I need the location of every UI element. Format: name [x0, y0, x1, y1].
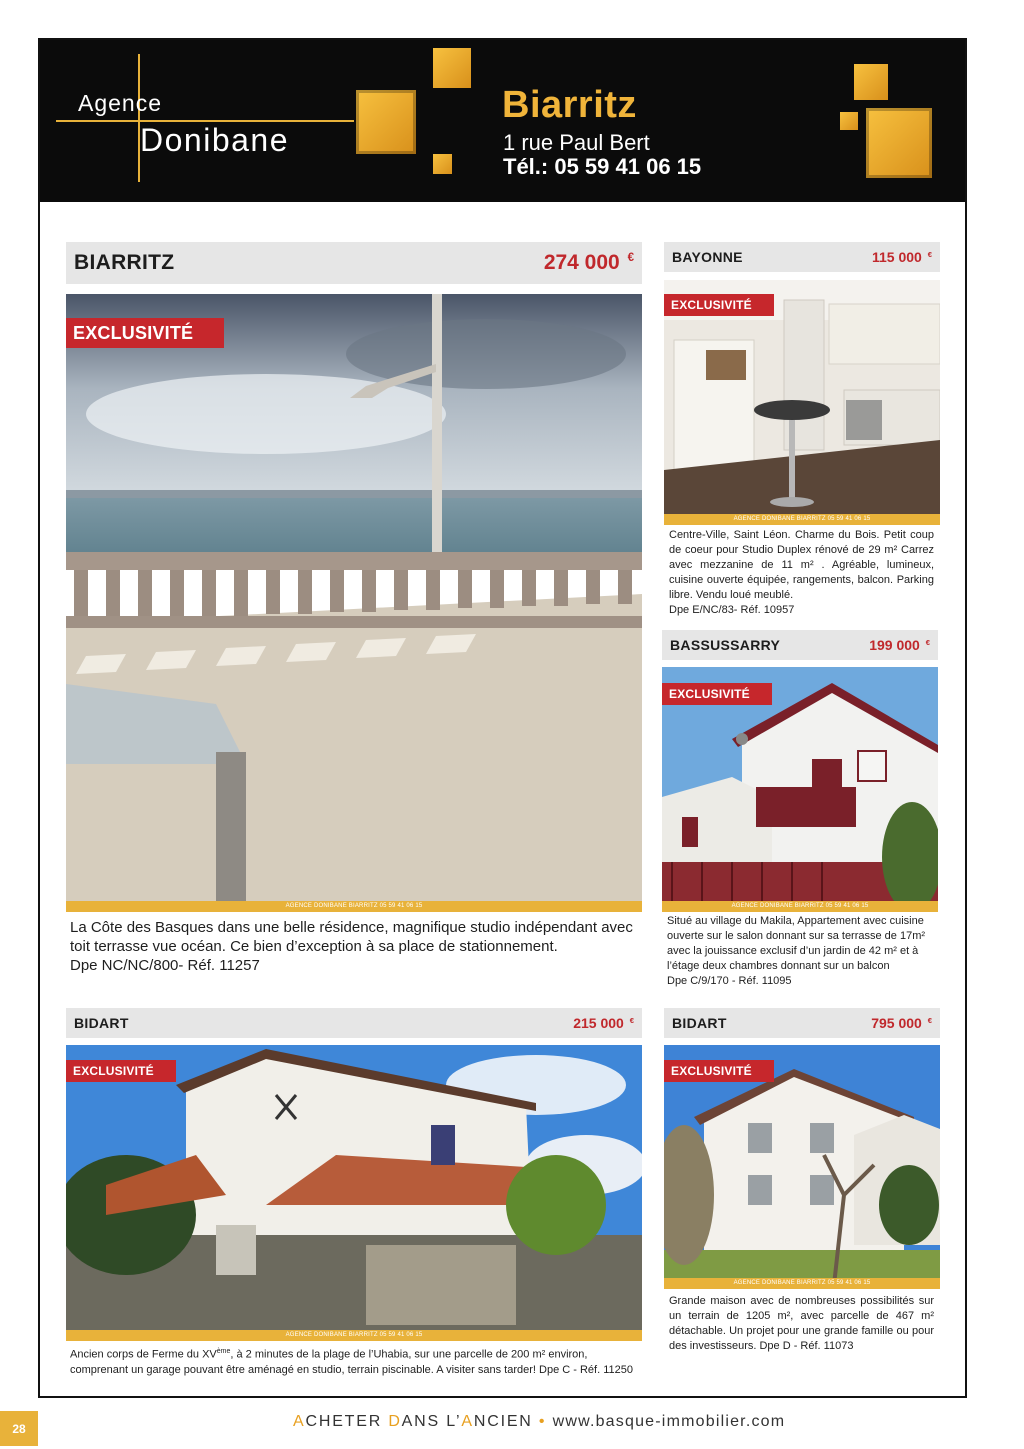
exclusivite-badge: EXCLUSIVITÉ — [662, 683, 772, 705]
exclusivite-badge: EXCLUSIVITÉ — [66, 1060, 176, 1082]
listing-photo[interactable] — [664, 1045, 940, 1289]
listing-price: 115 000 € — [871, 249, 932, 265]
listing-price: 795 000 € — [871, 1015, 932, 1031]
listing-photo[interactable] — [662, 667, 938, 912]
listing-town: BIDART — [672, 1015, 727, 1031]
listing-description — [70, 1344, 640, 1378]
listing-price: 199 000 € — [869, 637, 930, 653]
listing-town: BASSUSSARRY — [670, 637, 781, 653]
agency-header — [40, 40, 965, 202]
listing-photo[interactable] — [66, 294, 642, 912]
listing-title-bar — [66, 242, 642, 284]
listing-price: 215 000 € — [573, 1015, 634, 1031]
footer-letter: A — [461, 1413, 474, 1430]
listing-description-text: Ancien corps de Ferme du XV — [70, 1348, 217, 1361]
exclusivite-badge: EXCLUSIVITÉ — [66, 318, 224, 348]
photo-kitchen — [664, 280, 940, 525]
footer-word: NCIEN — [473, 1413, 533, 1430]
footer-bullet: • — [532, 1413, 553, 1430]
listing-description-text: La Côte des Basques dans une belle résidence, magnifique studio indépendant avec toit terrasse vue océan. Ce bien d’exception à sa place de stationnement. — [70, 919, 633, 955]
page-number: 28 — [0, 1411, 38, 1446]
listing-description — [70, 918, 642, 975]
footer-word: ANS L’ — [401, 1413, 462, 1430]
photo-credit: AGENCE DONIBANE BIARRITZ 05 59 41 06 15 — [66, 1330, 642, 1341]
logo-agence: Agence — [78, 90, 163, 116]
photo-credit: AGENCE DONIBANE BIARRITZ 05 59 41 06 15 — [664, 514, 940, 525]
listing-town: BAYONNE — [672, 249, 743, 265]
listing-photo[interactable] — [664, 280, 940, 525]
listing-town: BIARRITZ — [74, 251, 175, 274]
listing-title-bar — [664, 1008, 940, 1038]
listing-reference: Dpe NC/NC/800- Réf. 11257 — [70, 957, 260, 974]
logo-donibane: Donibane — [140, 122, 289, 158]
listing-description: Grande maison avec de nombreuses possibilités sur un terrain de 1205 m², avec parcelle de 467 m² détachable. Un projet pour une grande famille ou pour des investisseurs. Dpe D - Réf. 11073 — [669, 1295, 934, 1352]
footer-letter: A — [293, 1413, 306, 1430]
logo-rule-vertical — [138, 54, 140, 182]
footer-tagline — [293, 1413, 785, 1431]
exclusivite-badge: EXCLUSIVITÉ — [664, 1060, 774, 1082]
listing-reference: Dpe C/9/170 - Réf. 11095 — [667, 975, 792, 987]
listing-description-text: Situé au village du Makila, Appartement avec cuisine ouverte sur le salon donnant sur sa terrasse de 17m² avec la jouissance exclusif d’un jardin de 42 m² et à l’étage deux chambres donnant sur un balcon — [667, 915, 926, 972]
agency-phone[interactable]: Tél.: 05 59 41 06 15 — [503, 154, 702, 179]
listing-town: BIDART — [74, 1015, 129, 1031]
listing-photo[interactable] — [66, 1045, 642, 1341]
listing-description — [667, 914, 935, 989]
listing-title-bar — [662, 630, 938, 660]
footer-url-link[interactable]: www.basque-immobilier.com — [552, 1413, 786, 1430]
agency-address: 1 rue Paul Bert — [503, 130, 650, 155]
listing-reference: Dpe E/NC/83- Réf. 10957 — [669, 604, 795, 616]
listing-description — [669, 528, 934, 618]
photo-credit: AGENCE DONIBANE BIARRITZ 05 59 41 06 15 — [66, 901, 642, 912]
photo-terrace-ocean — [66, 294, 642, 912]
century-superscript: ème — [216, 1348, 231, 1355]
exclusivite-badge: EXCLUSIVITÉ — [664, 294, 774, 316]
listing-title-bar — [664, 242, 940, 272]
listing-description-text: , à 2 minutes de la plage de l’Uhabia, sur une parcelle de 200 m² environ, comprenant un garage pouvant être aménagé en studio, terrain piscinable. A visiter sans tarder! Dpe C - Réf. 11250 — [70, 1348, 633, 1376]
photo-credit: AGENCE DONIBANE BIARRITZ 05 59 41 06 15 — [662, 901, 938, 912]
photo-credit: AGENCE DONIBANE BIARRITZ 05 59 41 06 15 — [664, 1278, 940, 1289]
listing-price: 274 000 € — [543, 251, 634, 274]
listing-title-bar — [66, 1008, 642, 1038]
footer-word: CHETER — [305, 1413, 389, 1430]
agency-city: Biarritz — [502, 84, 637, 126]
photo-farmhouse — [66, 1045, 642, 1341]
footer-letter: D — [388, 1413, 402, 1430]
listing-description-text: Centre-Ville, Saint Léon. Charme du Bois. Petit coup de coeur pour Studio Duplex rénové de 29 m² Carrez avec mezzanine de 11 m² . Agréable, lumineux, cuisine ouverte équipée, rangements, balcon. Parking libre. Vendu loué meublé. — [669, 529, 934, 601]
